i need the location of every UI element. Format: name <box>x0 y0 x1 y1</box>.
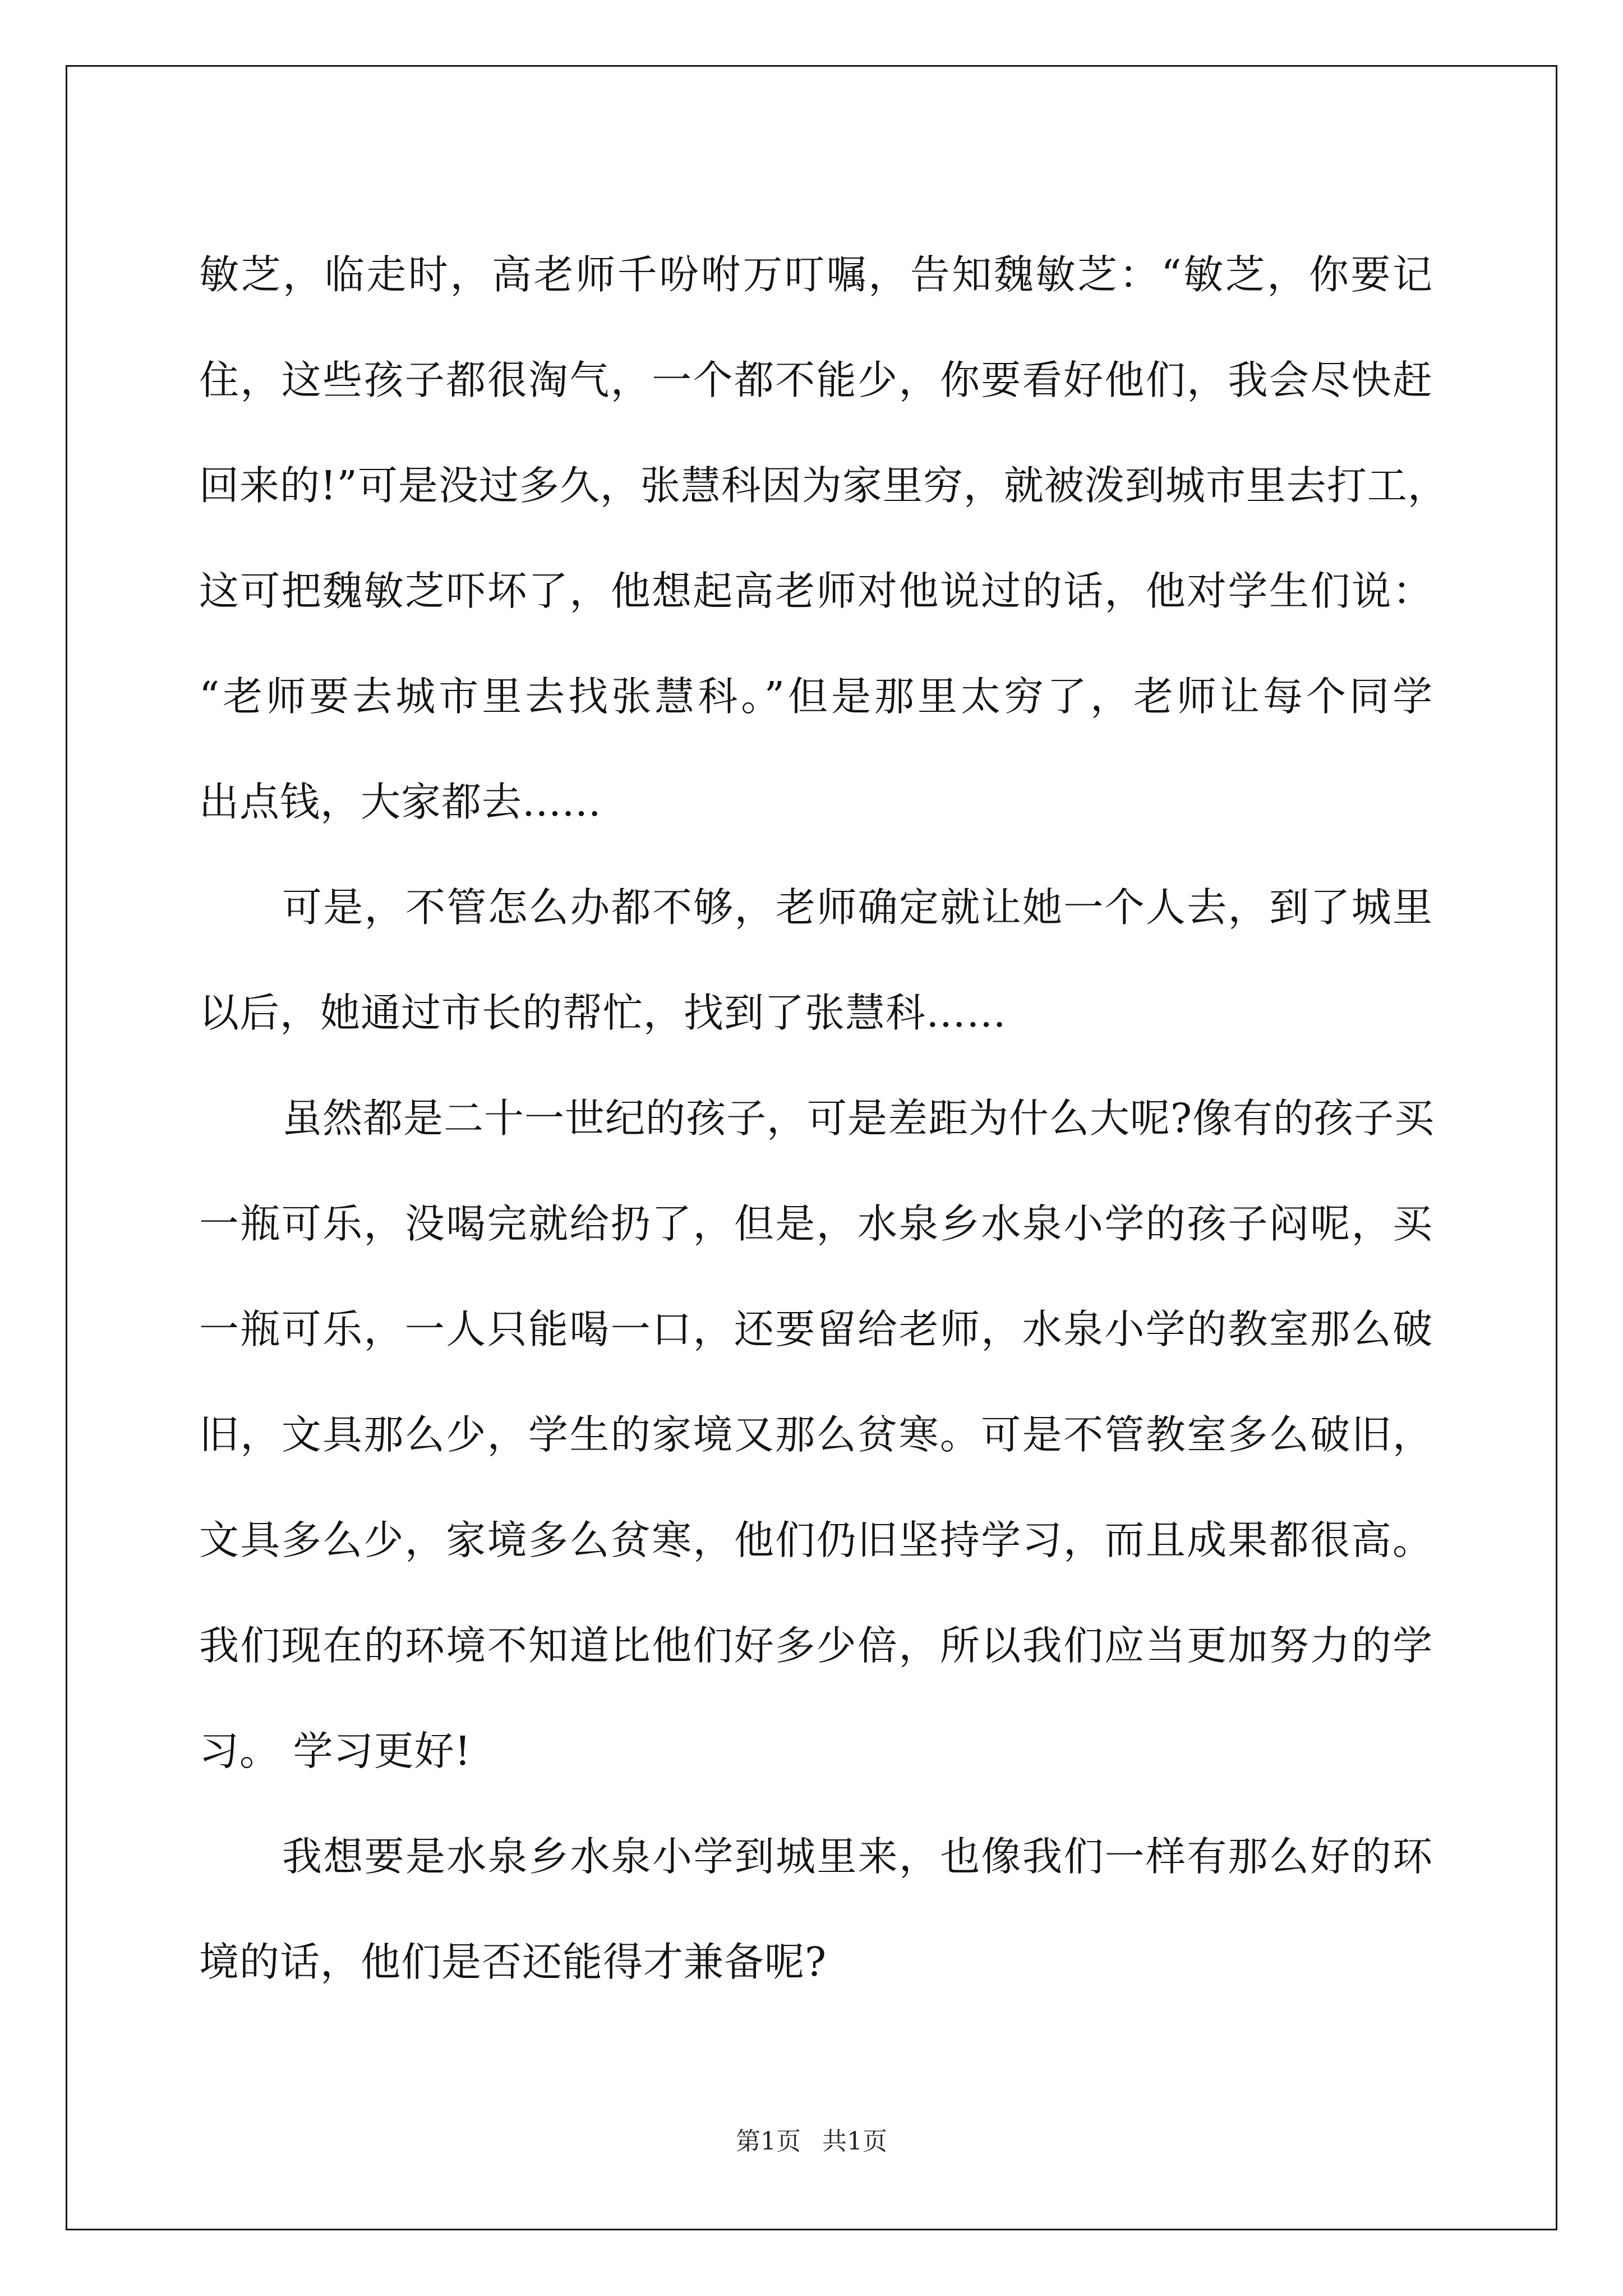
text-line: 可是，不管怎么办都不够，老师确定就让她一个人去，到了城里 <box>282 884 1433 931</box>
document-body <box>199 222 1448 2015</box>
text-line: 敏芝，临走时，高老师千吩咐万叮嘱，告知魏敏芝：“敏芝，你要记 <box>199 251 1433 298</box>
text-line: 回来的!”可是没过多久，张慧科因为家里穷，就被泼到城市里去打工， <box>199 462 1448 509</box>
page-number: 第1页 <box>736 2127 801 2156</box>
text-line: 旧，文具那么少，学生的家境又那么贫寒。可是不管教室多么破旧， <box>199 1411 1433 1458</box>
text-line: 以后，她通过市长的帮忙，找到了张慧科…… <box>199 990 1007 1036</box>
text-line: “老师要去城市里去找张慧科。”但是那里太穷了，老师让每个同学 <box>199 673 1433 720</box>
text-line: 境的话，他们是否还能得才兼备呢? <box>199 1939 827 1985</box>
text-line: 这可把魏敏芝吓坏了，他想起高老师对他说过的话，他对学生们说： <box>199 568 1433 614</box>
text-line: 我们现在的环境不知道比他们好多少倍，所以我们应当更加努力的学 <box>199 1622 1433 1669</box>
text-line: 文具多么少，家境多么贫寒，他们仍旧坚持学习，而且成果都很高。 <box>199 1517 1433 1563</box>
text-line: 一瓶可乐，一人只能喝一口，还要留给老师，水泉小学的教室那么破 <box>199 1306 1433 1352</box>
text-line: 习。 学习更好! <box>199 1728 472 1774</box>
text-line: 我想要是水泉乡水泉小学到城里来，也像我们一样有那么好的环 <box>282 1833 1433 1880</box>
page-footer <box>0 2125 1623 2159</box>
page-total: 共1页 <box>822 2127 887 2156</box>
text-line: 出点钱，大家都去...... <box>199 779 602 825</box>
text-line: 一瓶可乐，没喝完就给扔了，但是，水泉乡水泉小学的孩子闷呢，买 <box>199 1200 1433 1247</box>
text-line: 虽然都是二十一世纪的孩子，可是差距为什么大呢?像有的孩子买 <box>282 1095 1435 1142</box>
text-line: 住，这些孩子都很淘气，一个都不能少，你要看好他们，我会尽快赶 <box>199 357 1433 403</box>
